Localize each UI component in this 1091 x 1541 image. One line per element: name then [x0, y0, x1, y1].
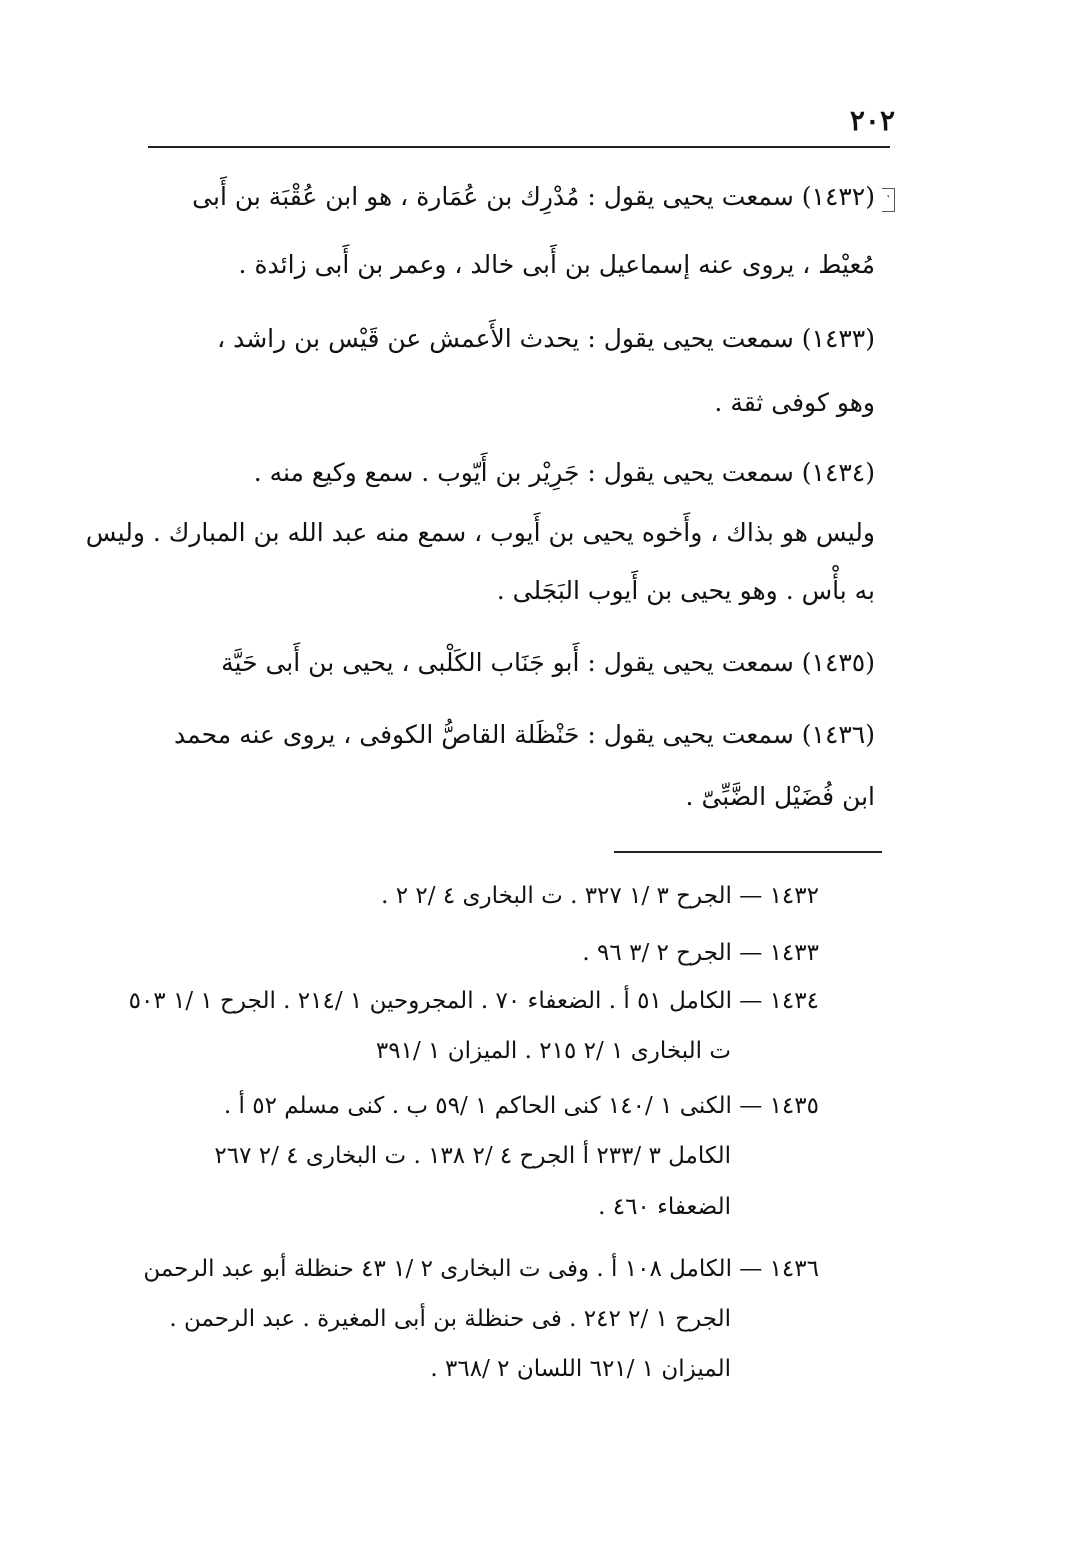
page-number: ٢٠٢ [849, 104, 895, 137]
bracket-icon: ˺ [882, 188, 895, 212]
footnote-1434-line-1: ١٤٣٤ — الكامل ٥١ أ . الضعفاء ٧٠ . المجروحين ١ /٢١٤ . الجرح ١ /١ ٥٠٣ [128, 988, 819, 1014]
footnote-1435-line-3: الضعفاء ٤٦٠ . [598, 1194, 731, 1220]
entry-1433-line-2: وهو كوفى ثقة . [714, 388, 875, 417]
entry-1435-line-1: (١٤٣٥) سمعت يحيى يقول : أَبو جَنَاب الكَلْبى ، يحيى بن أَبى حَيَّة [221, 648, 875, 677]
footnote-1432: ١٤٣٢ — الجرح ٣ /١ ٣٢٧ . ت البخارى ٤ /٢ ٢ . [381, 883, 819, 909]
footnote-1436-line-3: الميزان ١ /٦٢١ اللسان ٢ /٣٦٨ . [430, 1356, 731, 1382]
entry-1432-line-2: مُعيْط ، يروى عنه إسماعيل بن أَبى خالد ، وعمر بن أَبى زائدة . [238, 250, 875, 279]
footnote-1435-line-2: الكامل ٣ /٢٣٣ أ الجرح ٤ /٢ ١٣٨ . ت البخارى ٤ /٢ ٢٦٧ [214, 1143, 731, 1169]
entry-1434-line-3: به بأْس . وهو يحيى بن أَيوب البَجَلى . [496, 576, 875, 605]
entry-1436-line-2: ابن فُضَيْل الضَّبِّىّ . [685, 782, 875, 811]
header-rule [148, 146, 890, 148]
entry-1433-line-1: (١٤٣٣) سمعت يحيى يقول : يحدث الأَعمش عن قَيْس بن راشد ، [217, 324, 875, 353]
footnote-rule [614, 851, 882, 853]
entry-1434-line-1: (١٤٣٤) سمعت يحيى يقول : جَرِيْر بن أَيّوب . سمع وكيع منه . [253, 458, 875, 487]
entry-1436-line-1: (١٤٣٦) سمعت يحيى يقول : حَنْظَلة القاصُّ الكوفى ، يروى عنه محمد [174, 720, 875, 749]
entry-1434-line-2: وليس هو بذاك ، وأَخوه يحيى بن أَيوب ، سمع منه عبد الله بن المبارك . وليس [85, 518, 875, 547]
footnote-1434-line-2: ت البخارى ١ /٢ ٢١٥ . الميزان ١ /٣٩١ [375, 1038, 731, 1064]
entry-1432-line-1: (١٤٣٢) سمعت يحيى يقول : مُدْرِك بن عُمَارة ، هو ابن عُقْبَة بن أَبى [192, 182, 875, 211]
footnote-1435-line-1: ١٤٣٥ — الكنى ١ /١٤٠ كنى الحاكم ١ /٥٩ ب . كنى مسلم ٥٢ أ . [223, 1093, 819, 1119]
footnote-1436-line-1: ١٤٣٦ — الكامل ١٠٨ أ . وفى ت البخارى ٢ /١ ٤٣ حنظلة أبو عبد الرحمن [143, 1256, 819, 1282]
footnote-1436-line-2: الجرح ١ /٢ ٢٤٢ . فى حنظلة بن أبى المغيرة . عبد الرحمن . [169, 1306, 731, 1332]
footnote-1433: ١٤٣٣ — الجرح ٢ /٣ ٩٦ . [582, 940, 819, 966]
